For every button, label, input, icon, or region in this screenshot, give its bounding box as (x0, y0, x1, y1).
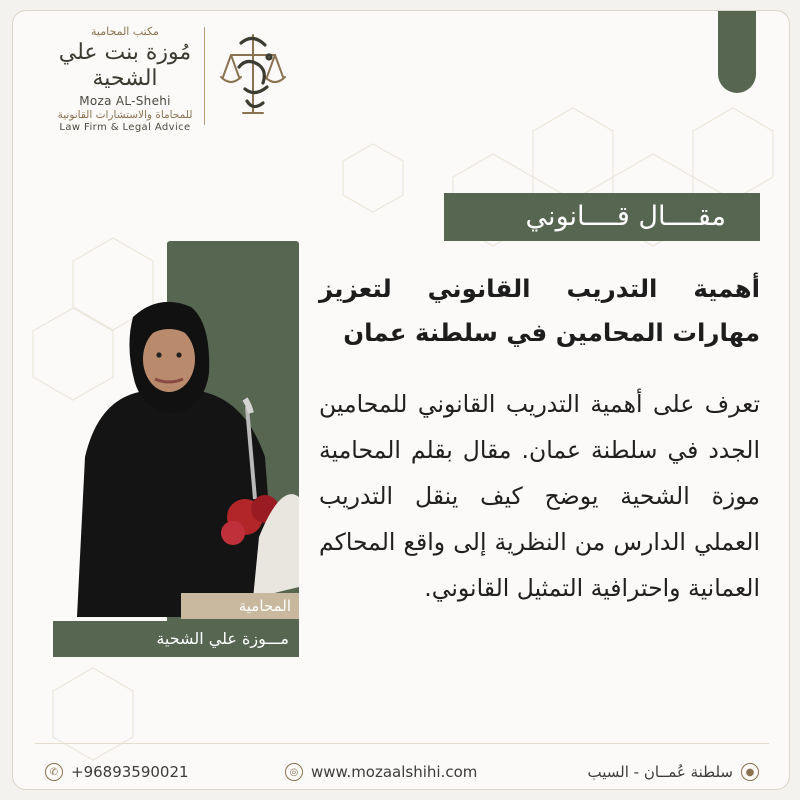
footer-website[interactable] (285, 761, 477, 783)
category-label: مقــــال قــــانوني (444, 193, 760, 241)
article-body: تعرف على أهمية التدريب القانوني للمحامين الجدد في سلطنة عمان. مقال بقلم المحامية موزة الشحية يوضح كيف ينقل التدريب العملي الدارس من النظرية إلى واقع المحاكم العمانية واحترافية التمثيل القانوني. (319, 390, 760, 602)
footer-phone[interactable] (45, 761, 189, 783)
scales-emblem-icon (217, 27, 289, 127)
logo-office-label: مكتب المحامية (91, 25, 159, 38)
location-text: سلطنة عُمــان - السيب (587, 763, 733, 781)
firm-logo (35, 25, 215, 133)
phone-icon: ✆ (45, 763, 63, 781)
phone-number: +96893590021 (71, 763, 189, 781)
footer-location (588, 761, 760, 783)
footer-divider (35, 743, 769, 744)
logo-script-name: مُوزة بنت علي الشحية (58, 40, 192, 91)
footer (35, 755, 769, 787)
logo-english-name: Moza AL-Shehi (79, 94, 171, 108)
lawyer-portrait (59, 287, 299, 617)
author-role-tag: المحامية (181, 593, 299, 619)
top-accent-tab (718, 10, 756, 93)
logo-english-subtitle: Law Firm & Legal Advice (59, 122, 191, 133)
location-pin-icon: ● (741, 763, 759, 781)
article-headline: أهمية التدريب القانوني لتعزيز مهارات المحامين في سلطنة عمان (319, 274, 760, 347)
website-url: www.mozaalshihi.com (311, 763, 478, 781)
globe-icon: ◎ (285, 763, 303, 781)
logo-arabic-subtitle: للمحاماة والاستشارات القانونية (57, 109, 193, 121)
author-name-tag: مـــوزة علي الشحية (53, 621, 299, 657)
logo-divider (204, 27, 205, 125)
post-card (12, 10, 790, 790)
